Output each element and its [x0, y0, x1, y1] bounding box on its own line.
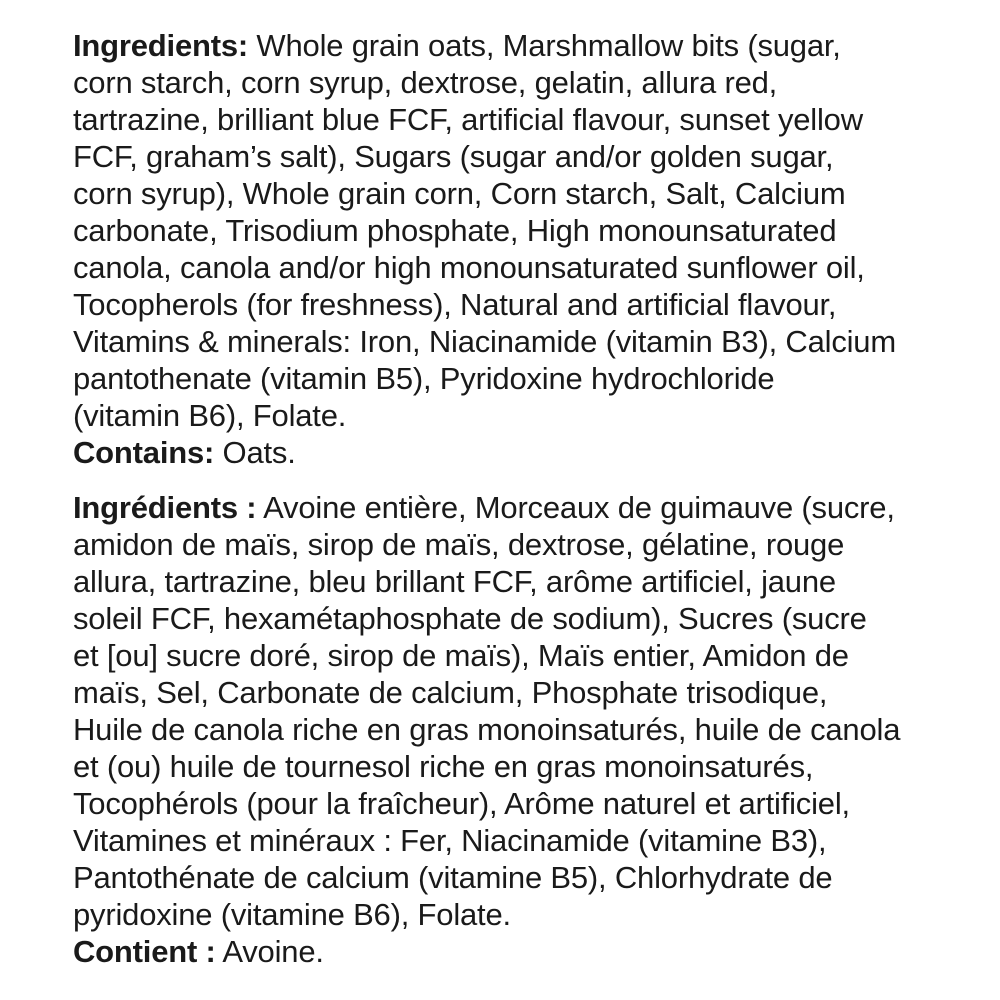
contains-value-fr: Avoine. [215, 934, 324, 969]
ingredients-text-en-7: canola, canola and/or high monounsaturated sunflower oil, [73, 250, 865, 285]
ingredients-text-en-6: carbonate, Trisodium phosphate, High monounsaturated [73, 213, 837, 248]
english-line-1 [73, 27, 953, 64]
ingredients-text-fr-12: pyridoxine (vitamine B6), Folate. [73, 897, 511, 932]
ingredients-heading-fr: Ingrédients : [73, 490, 257, 525]
contains-line-fr [73, 933, 953, 970]
ingredients-text-en-2: corn starch, corn syrup, dextrose, gelatin, allura red, [73, 65, 778, 100]
ingredients-text-en-4: FCF, graham’s salt), Sugars (sugar and/or golden sugar, [73, 139, 834, 174]
ingredients-text-fr-9: Tocophérols (pour la fraîcheur), Arôme naturel et artificiel, [73, 786, 850, 821]
ingredients-text-fr-4: soleil FCF, hexamétaphosphate de sodium), Sucres (sucre [73, 601, 867, 636]
ingredients-text-en-3: tartrazine, brilliant blue FCF, artificial flavour, sunset yellow [73, 102, 863, 137]
french-section [73, 489, 953, 970]
ingredients-text-fr-5: et [ou] sucre doré, sirop de maïs), Maïs entier, Amidon de [73, 638, 849, 673]
ingredients-text-en-8: Tocopherols (for freshness), Natural and artificial flavour, [73, 287, 837, 322]
ingredients-text-fr-3: allura, tartrazine, bleu brillant FCF, arôme artificiel, jaune [73, 564, 836, 599]
ingredients-text-fr-10: Vitamines et minéraux : Fer, Niacinamide (vitamine B3), [73, 823, 827, 858]
ingredients-text-fr-6: maïs, Sel, Carbonate de calcium, Phosphate trisodique, [73, 675, 828, 710]
ingredients-text-en-10: pantothenate (vitamin B5), Pyridoxine hydrochloride [73, 361, 775, 396]
ingredients-text-en-9: Vitamins & minerals: Iron, Niacinamide (vitamin B3), Calcium [73, 324, 896, 359]
ingredient-label [73, 27, 953, 970]
ingredients-text-fr-11: Pantothénate de calcium (vitamine B5), Chlorhydrate de [73, 860, 833, 895]
contains-value-en: Oats. [214, 435, 296, 470]
ingredients-text-fr-1: Avoine entière, Morceaux de guimauve (sucre, [256, 490, 895, 525]
ingredients-text-fr-8: et (ou) huile de tournesol riche en gras monoinsaturés, [73, 749, 814, 784]
ingredients-text-en-5: corn syrup), Whole grain corn, Corn starch, Salt, Calcium [73, 176, 846, 211]
contains-heading-fr: Contient : [73, 934, 216, 969]
ingredients-text-fr-7: Huile de canola riche en gras monoinsaturés, huile de canola [73, 712, 901, 747]
french-line-1 [73, 489, 953, 526]
contains-heading-en: Contains: [73, 435, 215, 470]
ingredients-text-fr-2: amidon de maïs, sirop de maïs, dextrose, gélatine, rouge [73, 527, 845, 562]
ingredients-text-en-1: Whole grain oats, Marshmallow bits (sugar, [248, 28, 841, 63]
ingredients-text-en-11: (vitamin B6), Folate. [73, 398, 347, 433]
contains-line-en [73, 434, 953, 471]
ingredients-heading-en: Ingredients: [73, 28, 249, 63]
english-section [73, 27, 953, 471]
